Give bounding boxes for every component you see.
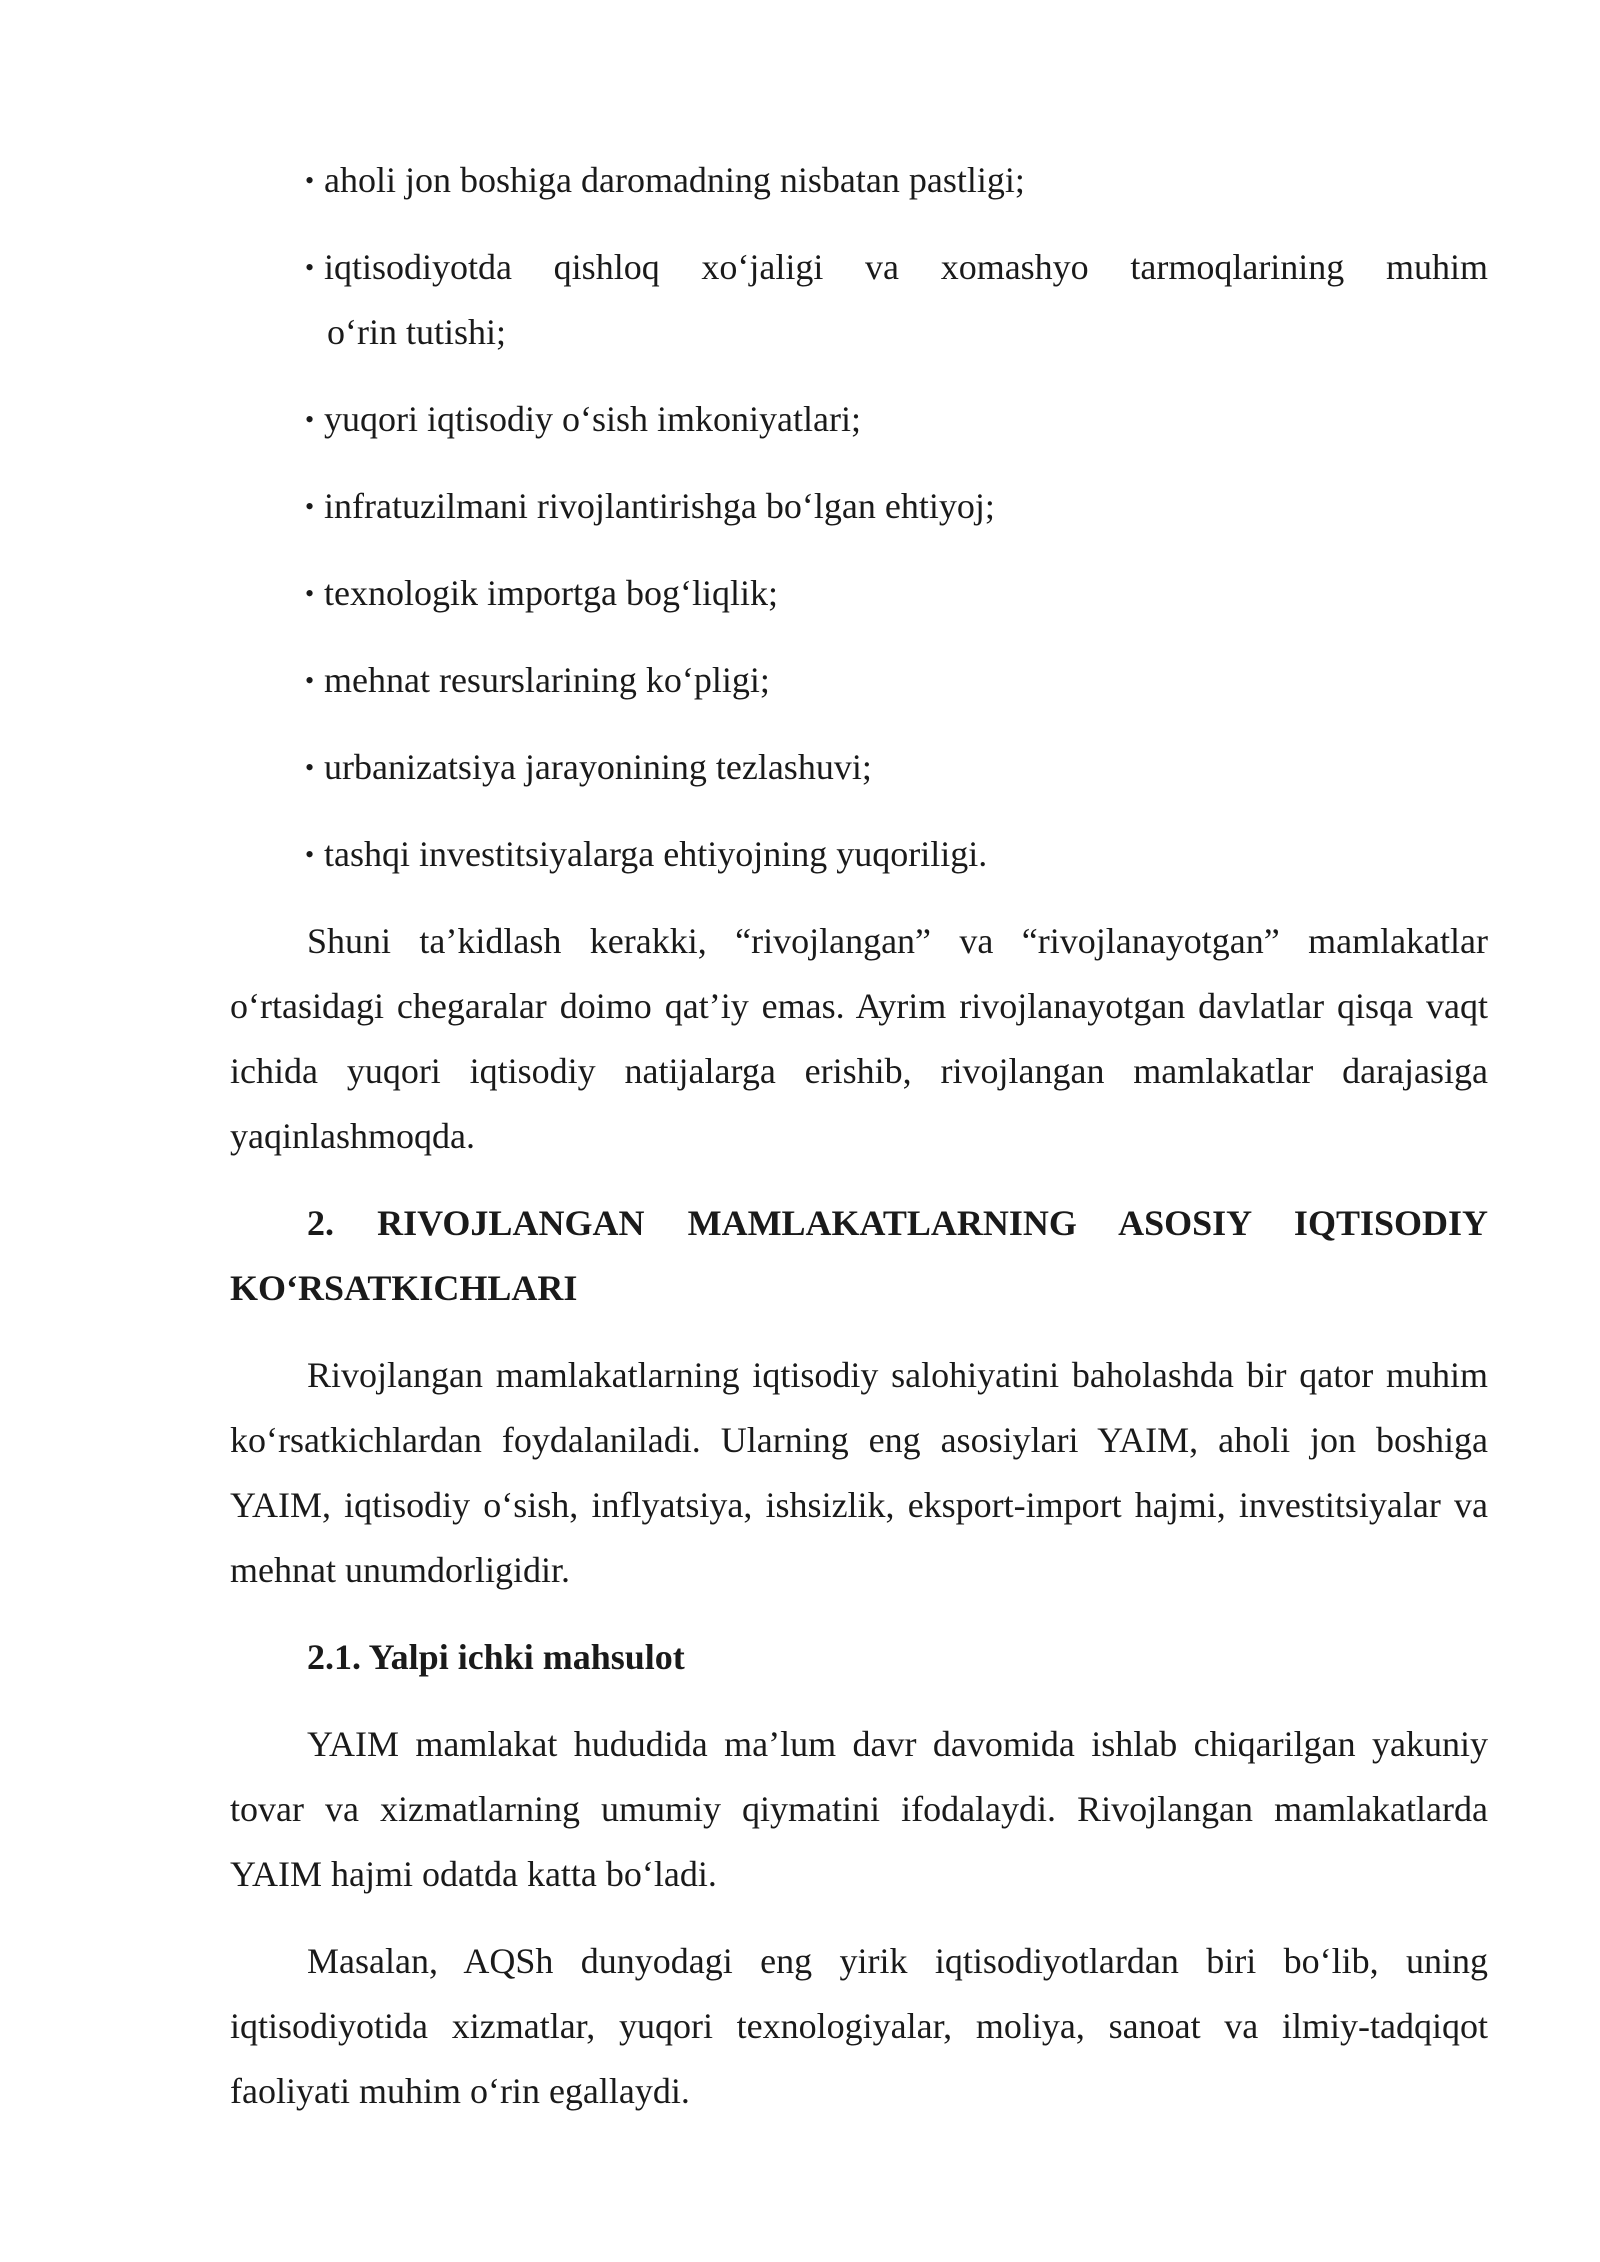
paragraph-indicators: Rivojlangan mamlakatlarning iqtisodiy salohiyatini baholashda bir qator muhim ko‘rsatkichlardan foydalaniladi. Ularning eng asosiylari YAIM, aholi jon boshiga YAIM, iqtisodiy o‘sish, inflyatsiya, ishsizlik, eksport-import hajmi, investitsiyalar va mehnat unumdorligidir.: [230, 1355, 1488, 1590]
list-item-text: texnologik importga bog‘liqlik;: [324, 573, 778, 613]
paragraph-gdp-definition: YAIM mamlakat hududida ma’lum davr davomida ishlab chiqarilgan yakuniy tovar va xizmatlarning umumiy qiymatini ifodalaydi. Rivojlangan mamlakatlarda YAIM hajmi odatda katta bo‘ladi.: [230, 1724, 1488, 1894]
list-item-text: tashqi investitsiyalarga ehtiyojning yuqoriligi.: [324, 834, 988, 874]
bullet-icon: •: [305, 840, 315, 869]
list-item: [230, 561, 1488, 626]
bullet-icon: •: [305, 753, 315, 782]
list-item-text: mehnat resurslarining ko‘pligi;: [324, 660, 770, 700]
bullet-icon: •: [305, 405, 315, 434]
paragraph-usa-example: Masalan, AQSh dunyodagi eng yirik iqtisodiyotlardan biri bo‘lib, uning iqtisodiyotida xizmatlar, yuqori texnologiyalar, moliya, sanoat va ilmiy-tadqiqot faoliyati muhim o‘rin egallaydi.: [230, 1941, 1488, 2111]
paragraph-borders-note: Shuni ta’kidlash kerakki, “rivojlangan” va “rivojlanayotgan” mamlakatlar o‘rtasidagi chegaralar doimo qat’iy emas. Ayrim rivojlanayotgan davlatlar qisqa vaqt ichida yuqori iqtisodiy natijalarga erishib, rivojlangan mamlakatlar darajasiga yaqinlashmoqda.: [230, 921, 1488, 1156]
bullet-icon: •: [305, 492, 315, 521]
list-item: [230, 387, 1488, 452]
list-item: [230, 148, 1488, 213]
section-heading: 2. RIVOJLANGAN MAMLAKATLARNING ASOSIY IQTISODIY KO‘RSATKICHLARI: [230, 1203, 1488, 1308]
bullet-icon: •: [305, 666, 315, 695]
list-item-text: aholi jon boshiga daromadning nisbatan pastligi;: [324, 160, 1025, 200]
list-item-text-continuation: o‘rin tutishi;: [327, 312, 506, 352]
list-item: [230, 648, 1488, 713]
subsection-heading: 2.1. Yalpi ichki mahsulot: [307, 1637, 685, 1677]
list-item: [230, 474, 1488, 539]
list-item: [230, 235, 1488, 365]
document-body: [230, 148, 1488, 2146]
bullet-icon: •: [305, 579, 315, 608]
list-item-text: iqtisodiyotda qishloq xo‘jaligi va xomashyo tarmoqlarining muhim: [324, 247, 1488, 287]
list-item-text: infratuzilmani rivojlantirishga bo‘lgan ehtiyoj;: [324, 486, 995, 526]
list-item: [230, 735, 1488, 800]
list-item-text: urbanizatsiya jarayonining tezlashuvi;: [324, 747, 872, 787]
list-item-text: yuqori iqtisodiy o‘sish imkoniyatlari;: [324, 399, 861, 439]
bullet-icon: •: [305, 166, 315, 195]
bullet-icon: •: [305, 253, 315, 282]
list-item: [230, 822, 1488, 887]
